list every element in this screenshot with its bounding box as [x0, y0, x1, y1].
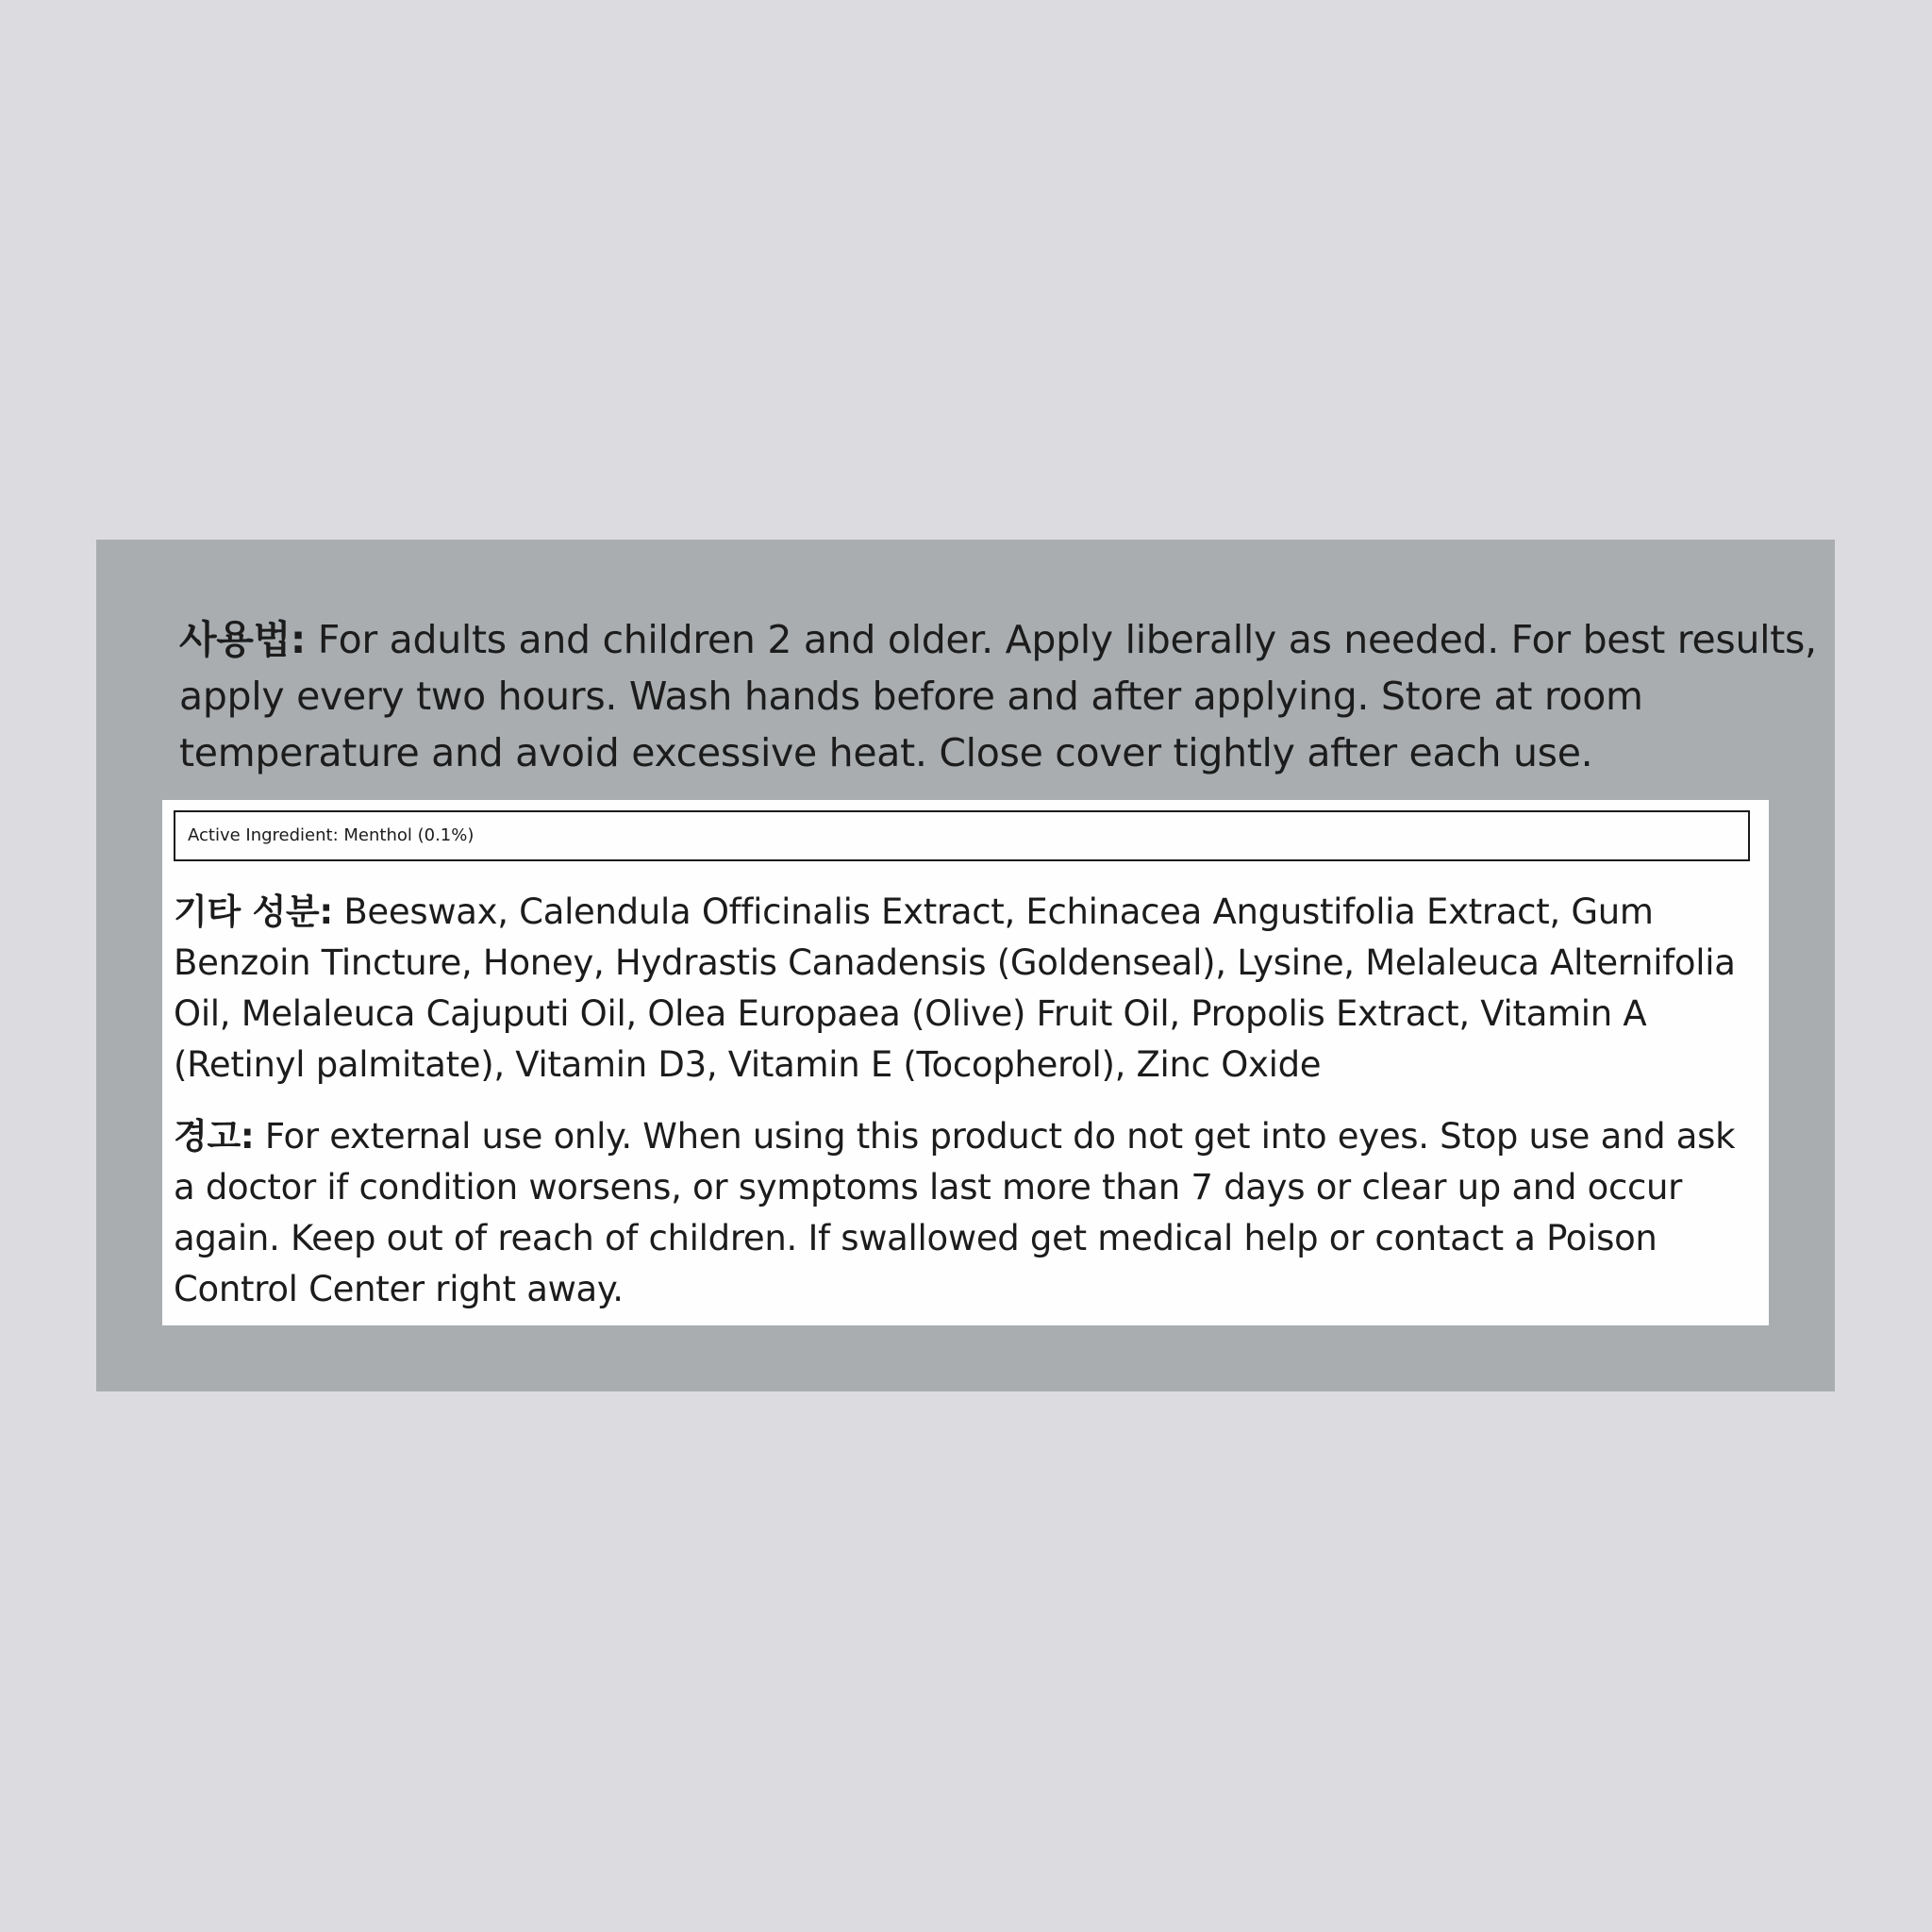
warning-text: For external use only. When using this product do not get into eyes. Stop use and ask a doctor if condition worsens, or symptoms last more than 7 days or clear up and occur again. Keep out of reach of children. If swallowed get medical help or contact a Poison Control Center right away. [174, 1116, 1736, 1309]
other-ingredients-paragraph [174, 887, 1758, 1091]
directions-text: For adults and children 2 and older. Apply liberally as needed. For best results, apply every two hours. Wash hands before and after applying. Store at room temperature and avoid excessive heat. Close cover tightly after each use. [179, 617, 1817, 775]
product-label-panel [96, 540, 1835, 1391]
other-ingredients-text: Beeswax, Calendula Officinalis Extract, Echinacea Angustifolia Extract, Gum Benzoin Tincture, Honey, Hydrastis Canadensis (Goldenseal), Lysine, Melaleuca Alternifolia Oil, Melaleuca Cajuputi Oil, Olea Europaea (Olive) Fruit Oil, Propolis Extract, Vitamin A (Retinyl palmitate), Vitamin D3, Vitamin E (Tocopherol), Zinc Oxide [174, 891, 1736, 1085]
warning-heading: 경고: [174, 1116, 255, 1157]
active-ingredient-box: Active Ingredient: Menthol (0.1%) [174, 810, 1750, 861]
other-ingredients-heading: 기타 성분: [174, 891, 333, 932]
directions-paragraph [179, 611, 1868, 781]
directions-heading: 사용법: [179, 617, 307, 662]
ingredients-info-box [162, 800, 1769, 1325]
warning-paragraph [174, 1111, 1758, 1315]
